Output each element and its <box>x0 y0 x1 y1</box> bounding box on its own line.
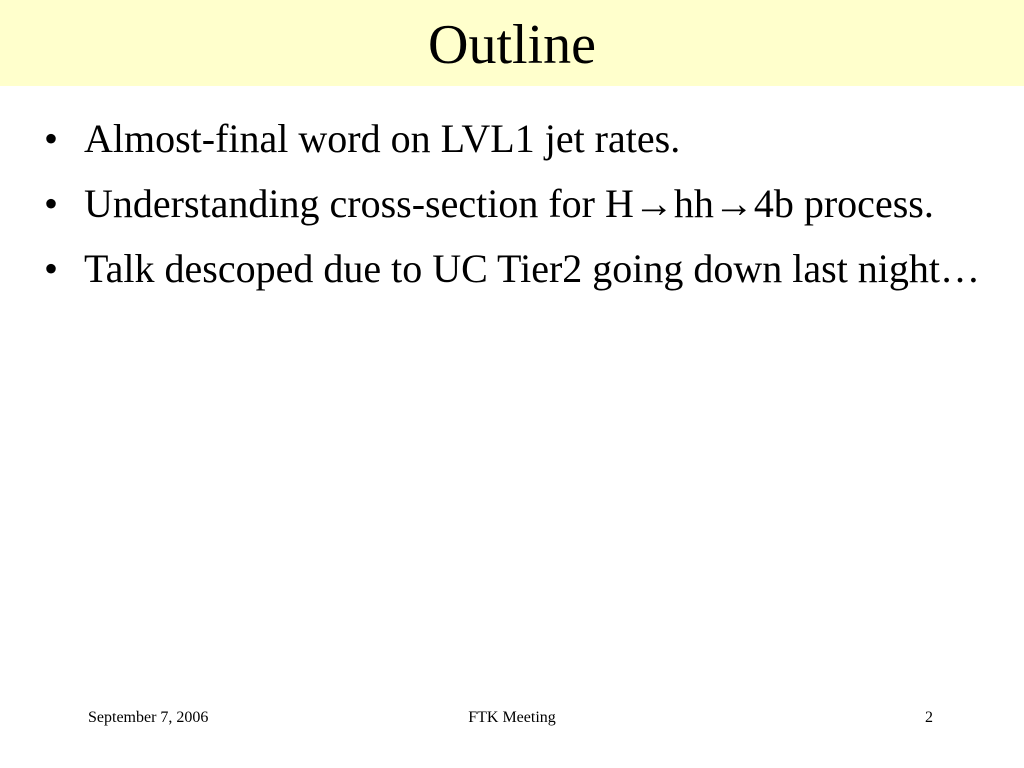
bullet-text: Understanding cross-section for H→hh→4b process. <box>84 181 934 226</box>
footer-event-name: FTK Meeting <box>468 709 556 726</box>
footer-page-number: 2 <box>925 709 933 726</box>
bullet-item <box>44 242 984 296</box>
bullet-marker: • <box>44 116 59 161</box>
slide-title: Outline <box>428 14 596 76</box>
footer-date: September 7, 2006 <box>88 709 209 726</box>
bullet-marker: • <box>44 181 59 226</box>
bullet-item <box>44 177 984 231</box>
bullet-item <box>44 112 984 166</box>
bullet-marker: • <box>44 246 59 291</box>
bullet-text: Almost-final word on LVL1 jet rates. <box>84 116 681 161</box>
bullet-list <box>44 112 984 307</box>
bullet-text: Talk descoped due to UC Tier2 going down last night… <box>84 246 981 291</box>
